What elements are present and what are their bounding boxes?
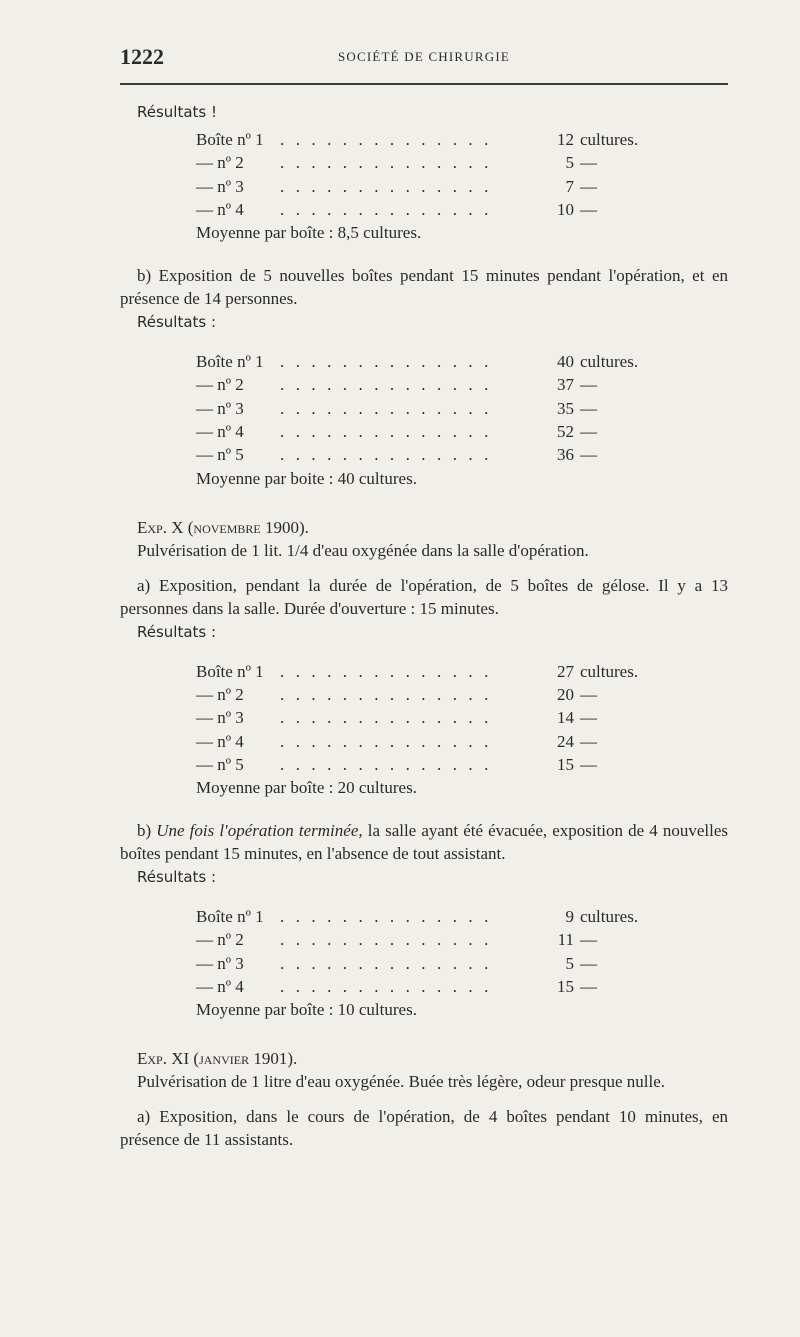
table-row	[120, 443, 728, 466]
unit: cultures.	[580, 130, 639, 149]
average-line: Moyenne par boîte : 8,5 cultures.	[196, 223, 422, 243]
header-rule	[120, 83, 728, 85]
results-label: Résultats !	[137, 103, 218, 121]
results-table	[120, 350, 728, 466]
results-table	[120, 905, 728, 998]
unit: cultures.	[580, 352, 639, 372]
unit: —	[580, 930, 597, 950]
box-label: — nº 3	[196, 176, 244, 196]
unit: —	[580, 754, 597, 774]
table-row	[120, 753, 728, 776]
results-table	[120, 128, 728, 221]
culture-count: 36	[557, 445, 574, 465]
box-label: — nº 4	[196, 977, 244, 997]
average-line: Moyenne par boîte : 20 cultures.	[196, 778, 417, 798]
leader-dots: . . . . . . . . . . . . . .	[280, 375, 492, 395]
unit: —	[580, 445, 597, 465]
culture-count: 12	[557, 130, 574, 149]
culture-count: 27	[557, 661, 574, 681]
unit: —	[580, 684, 597, 704]
experiment-title: Exp. X (novembre 1900).	[137, 517, 309, 537]
table-row	[120, 175, 728, 198]
unit: —	[580, 375, 597, 395]
leader-dots: . . . . . . . . . . . . . .	[280, 661, 492, 681]
unit: —	[580, 953, 597, 973]
table-row	[120, 373, 728, 396]
page-content	[120, 100, 728, 1151]
box-label: — nº 5	[196, 445, 244, 465]
average-line: Moyenne par boîte : 10 cultures.	[196, 1000, 417, 1020]
leader-dots: . . . . . . . . . . . . . .	[280, 352, 492, 372]
results-table	[120, 660, 728, 776]
leader-dots: . . . . . . . . . . . . . .	[280, 684, 492, 704]
culture-count: 7	[565, 176, 574, 196]
paragraph: a) Exposition, dans le cours de l'opération, de 4 boîtes pendant 10 minutes, en présence de 11 assistants.	[120, 1107, 728, 1150]
unit: cultures.	[580, 907, 639, 927]
unit: —	[580, 708, 597, 728]
culture-count: 15	[557, 754, 574, 774]
experiment-title: Exp. XI (janvier 1901).	[137, 1049, 298, 1069]
leader-dots: . . . . . . . . . . . . . .	[280, 754, 492, 774]
culture-count: 35	[557, 398, 574, 418]
box-label: — nº 2	[196, 930, 244, 950]
box-label: — nº 4	[196, 422, 244, 442]
leader-dots: . . . . . . . . . . . . . .	[280, 199, 492, 219]
leader-dots: . . . . . . . . . . . . . .	[280, 176, 492, 196]
leader-dots: . . . . . . . . . . . . . .	[280, 977, 492, 997]
unit: —	[580, 977, 597, 997]
unit: —	[580, 398, 597, 418]
culture-count: 10	[557, 199, 574, 219]
unit: —	[580, 153, 597, 173]
box-label: — nº 4	[196, 731, 244, 751]
table-row	[120, 928, 728, 951]
paragraph: b) Une fois l'opération terminée, la salle ayant été évacuée, exposition de 4 nouvelles boîtes pendant 15 minutes, en l'absence de tout assistant.	[120, 821, 729, 864]
box-label: — nº 3	[196, 708, 244, 728]
unit: cultures.	[580, 661, 639, 681]
experiment-subtitle: Pulvérisation de 1 lit. 1/4 d'eau oxygénée dans la salle d'opération.	[137, 540, 589, 560]
table-row	[120, 350, 728, 373]
table-row	[120, 151, 728, 174]
paragraph: a) Exposition, pendant la durée de l'opération, de 5 boîtes de gélose. Il y a 13 personnes dans la salle. Durée d'ouverture : 15 minutes.	[120, 575, 728, 618]
box-label: — nº 2	[196, 153, 244, 173]
culture-count: 9	[565, 907, 574, 927]
culture-count: 20	[557, 684, 574, 704]
box-label: — nº 2	[196, 684, 244, 704]
table-row	[120, 905, 728, 928]
leader-dots: . . . . . . . . . . . . . .	[280, 731, 492, 751]
page-header	[120, 44, 728, 74]
unit: —	[580, 199, 597, 219]
average-line: Moyenne par boite : 40 cultures.	[196, 468, 417, 488]
culture-count: 24	[557, 731, 574, 751]
box-label: — nº 4	[196, 199, 244, 219]
table-row	[120, 975, 728, 998]
table-row	[120, 397, 728, 420]
box-label: Boîte nº 1	[196, 661, 264, 681]
box-label: — nº 3	[196, 953, 244, 973]
table-row	[120, 683, 728, 706]
culture-count: 5	[565, 953, 574, 973]
table-row	[120, 128, 728, 151]
paragraph: b) Exposition de 5 nouvelles boîtes pendant 15 minutes pendant l'opération, et en présence de 14 personnes.	[120, 266, 728, 309]
culture-count: 11	[557, 930, 574, 950]
box-label: Boîte nº 1	[196, 907, 264, 927]
table-row	[120, 706, 728, 729]
box-label: — nº 2	[196, 375, 244, 395]
table-row	[120, 420, 728, 443]
table-row	[120, 952, 728, 975]
results-label: Résultats :	[137, 313, 217, 332]
culture-count: 40	[557, 352, 574, 372]
box-label: Boîte nº 1	[196, 352, 264, 372]
leader-dots: . . . . . . . . . . . . . .	[280, 130, 492, 149]
results-label: Résultats :	[137, 622, 217, 641]
box-label: — nº 3	[196, 398, 244, 418]
running-title: SOCIÉTÉ DE CHIRURGIE	[337, 49, 511, 64]
leader-dots: . . . . . . . . . . . . . .	[280, 153, 492, 173]
culture-count: 15	[557, 977, 574, 997]
leader-dots: . . . . . . . . . . . . . .	[280, 953, 492, 973]
culture-count: 14	[557, 708, 574, 728]
paragraph: Pulvérisation de 1 litre d'eau oxygénée. Buée très légère, odeur presque nulle.	[137, 1072, 665, 1092]
leader-dots: . . . . . . . . . . . . . .	[280, 708, 492, 728]
leader-dots: . . . . . . . . . . . . . .	[280, 445, 492, 465]
table-row	[120, 198, 728, 221]
box-label: — nº 5	[196, 754, 244, 774]
page-number: 1222	[120, 44, 164, 69]
box-label: Boîte nº 1	[196, 130, 264, 149]
leader-dots: . . . . . . . . . . . . . .	[280, 930, 492, 950]
leader-dots: . . . . . . . . . . . . . .	[280, 907, 492, 927]
unit: —	[580, 422, 597, 442]
table-row	[120, 730, 728, 753]
leader-dots: . . . . . . . . . . . . . .	[280, 398, 492, 418]
unit: —	[580, 176, 597, 196]
table-row	[120, 660, 728, 683]
unit: —	[580, 731, 597, 751]
culture-count: 5	[565, 153, 574, 173]
culture-count: 52	[557, 422, 574, 442]
leader-dots: . . . . . . . . . . . . . .	[280, 422, 492, 442]
culture-count: 37	[557, 375, 574, 395]
results-label: Résultats :	[137, 868, 217, 887]
